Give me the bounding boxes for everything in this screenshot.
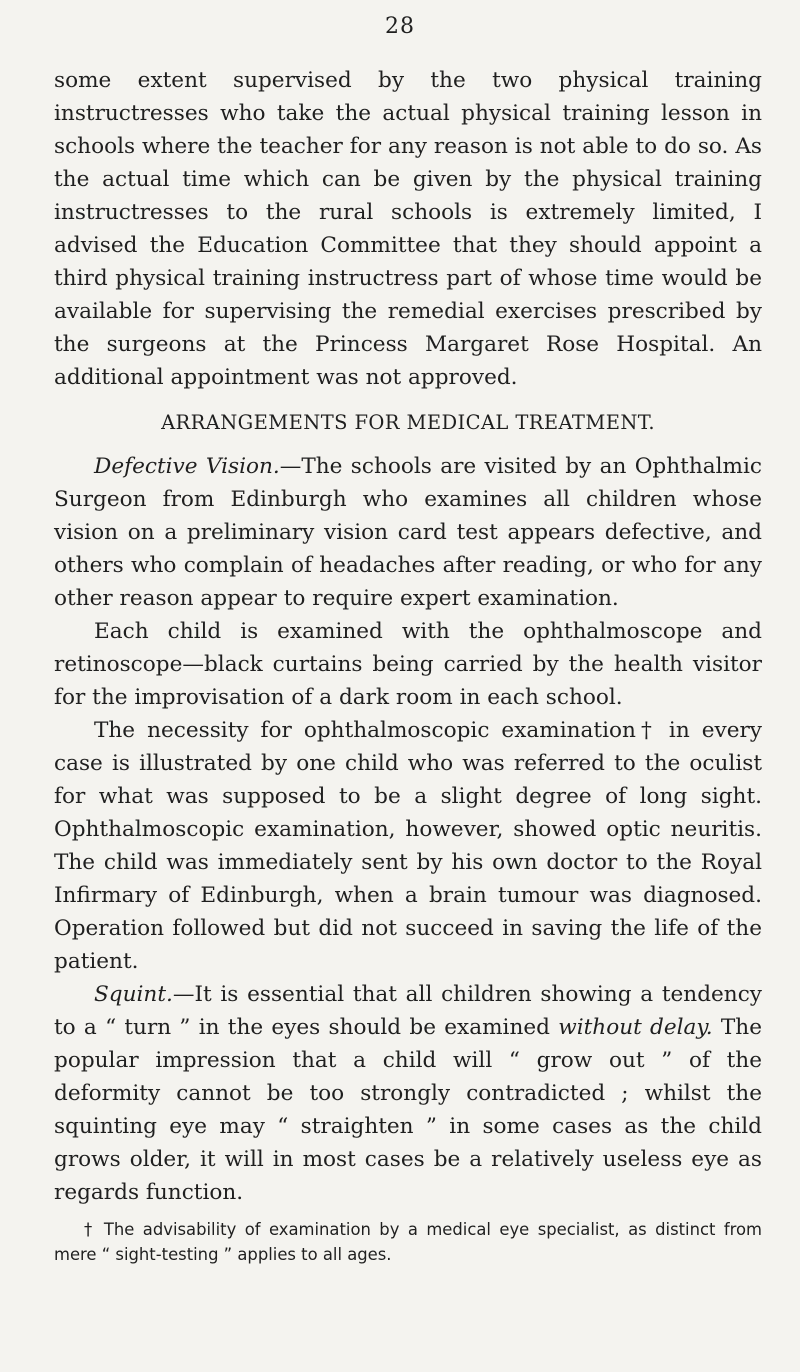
page-number: 28 [385,14,415,39]
page-body [54,64,762,1267]
run-in-heading-squint: Squint. [94,982,173,1007]
run-in-heading-defective-vision: Defective Vision. [94,454,280,479]
emphasis-without-delay: without delay. [558,1015,713,1040]
paragraph-squint-text-b: The popular impression that a child will “ grow out ” of the deformity cannot be too strongly contradicted ; whilst the squinting eye may “ straighten ” in some cases as the child grows older, it will in most cases be a relatively useless eye as regards function. [54,1015,762,1205]
paragraph-defective-vision [54,450,762,615]
section-heading: ARRANGEMENTS FOR MEDICAL TREATMENT. [161,411,655,434]
paragraph-examination-method: Each child is examined with the ophthalmoscope and retinoscope—black curtains being carried by the health visitor for the improvisation of a dark room in each school. [54,619,762,710]
paragraph-defective-vision-text: —The schools are visited by an Ophthalmic Surgeon from Edinburgh who examines all children whose vision on a preliminary vision card test appears defective, and others who complain of headaches after reading, or who for any other reason appear to require expert examination. [54,454,762,611]
paragraph-squint-text-a: —It is essential that all children showing a tendency to a “ turn ” in the eyes should be examined [54,982,762,1040]
paragraph-ophthalmoscopic-case: The necessity for ophthalmoscopic examination† in every case is illustrated by one child who was referred to the oculist for what was supposed to be a slight degree of long sight. Ophthalmoscopic examination, however, showed optic neuritis. The child was immediately sent by his own doctor to the Royal Infirmary of Edinburgh, when a brain tumour was diagnosed. Operation followed but did not succeed in saving the life of the patient. [54,718,762,974]
footnote: † The advisability of examination by a medical eye specialist, as distinct from mere “ sight-testing ” applies to all ages. [54,1220,762,1264]
paragraph-physical-training: some extent supervised by the two physical training instructresses who take the actual physical training lesson in schools where the teacher for any reason is not able to do so. As the actual time which can be given by the physical training instructresses to the rural schools is extremely limited, I advised the Education Committee that they should appoint a third physical training instructress part of whose time would be available for supervising the remedial exercises prescribed by the surgeons at the Princess Margaret Rose Hospital. An additional appointment was not approved. [54,68,762,390]
paragraph-squint [54,978,762,1209]
